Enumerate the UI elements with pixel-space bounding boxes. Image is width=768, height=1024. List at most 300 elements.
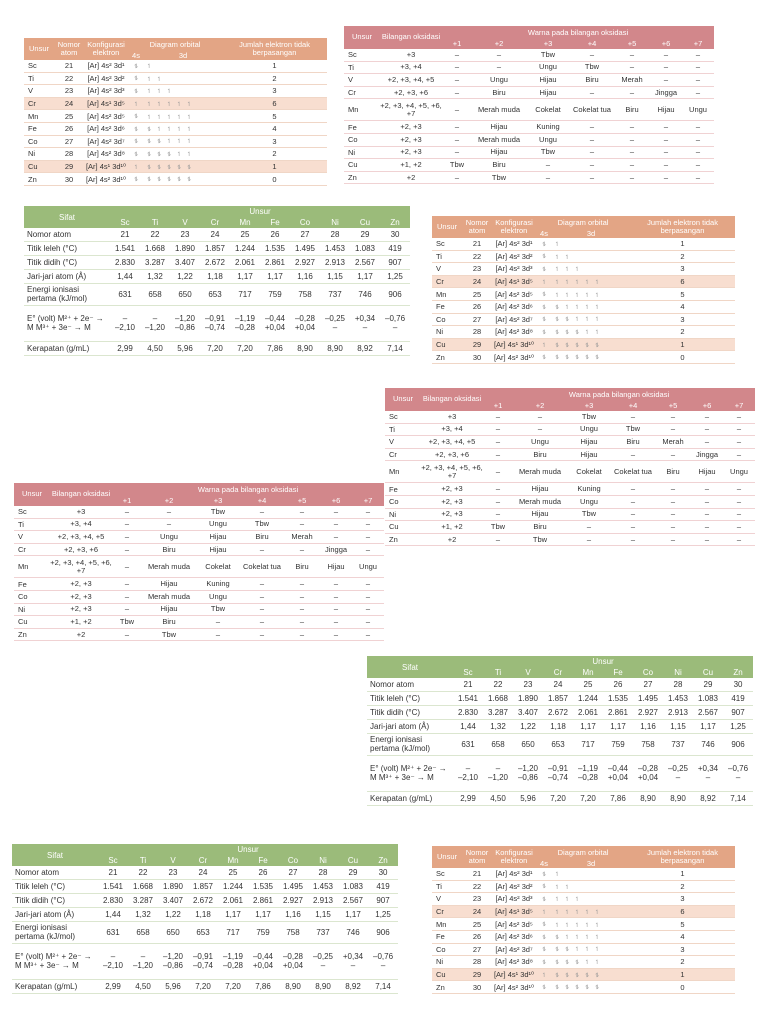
orbital-arrow-icon: ↿	[186, 102, 192, 109]
orbital-arrow-icon: ⥮	[584, 342, 590, 349]
element-header: Zn	[368, 855, 398, 866]
orbital-3d	[144, 110, 222, 123]
electron-config: [Ar] 4s² 3d¹	[492, 238, 536, 250]
property-value: 2.927	[633, 705, 663, 719]
property-value: –0,91 –0,74	[188, 943, 218, 979]
property-value: 906	[723, 733, 753, 755]
orbital-arrow-icon: ⥮	[541, 329, 547, 336]
element-symbol: Ti	[14, 518, 50, 531]
orbital-3d	[552, 338, 630, 351]
property-value: –1,20 –0,86	[513, 755, 543, 791]
color-cell: Cokelat	[567, 461, 611, 483]
table-row	[12, 979, 398, 993]
color-cell: –	[611, 521, 655, 534]
property-value: 1.453	[320, 241, 350, 255]
property-value: 27	[290, 228, 320, 241]
table-row	[12, 866, 398, 879]
atomic-number: 23	[54, 85, 84, 98]
property-value: 1,17	[338, 907, 368, 921]
oxidation-states: +1, +2	[50, 616, 112, 629]
atomic-number: 27	[462, 313, 492, 326]
orbital-4s	[128, 85, 144, 98]
property-value: 1.857	[188, 879, 218, 893]
property-value: 4,50	[140, 341, 170, 355]
ec-head-konfig: Konfigurasi elektron	[84, 38, 128, 60]
property-value: 746	[350, 283, 380, 305]
color-cell: –	[655, 448, 691, 461]
property-value: 2.567	[693, 705, 723, 719]
oxidation-states: +2, +3, +4, +5	[380, 74, 442, 87]
orbital-arrow-icon: ⥮	[554, 947, 560, 954]
orbital-4s	[536, 275, 552, 288]
orbital-arrow-icon: ⥮	[554, 342, 560, 349]
property-value: 1.541	[98, 879, 128, 893]
element-symbol: Mn	[14, 556, 50, 578]
ox-table-body	[385, 388, 755, 546]
table-row	[14, 556, 384, 578]
color-cell: –	[682, 61, 714, 74]
orbital-arrow-icon: ↿	[584, 959, 590, 966]
orbital-3d	[552, 250, 630, 263]
color-cell: –	[691, 411, 723, 424]
orbital-4s	[536, 981, 552, 994]
orbital-4s	[536, 250, 552, 263]
color-cell: –	[723, 521, 755, 534]
element-symbol: Mn	[385, 461, 421, 483]
oxidation-states: +3	[421, 411, 483, 424]
property-value: 30	[380, 228, 410, 241]
atomic-number: 30	[462, 351, 492, 364]
orbital-4s	[536, 300, 552, 313]
color-cell: –	[142, 506, 196, 519]
table-row	[385, 508, 755, 521]
orbital-arrow-icon: ↿	[166, 102, 172, 109]
orbital-arrow-icon: ↿	[176, 126, 182, 133]
orbital-arrow-icon: ⥮	[541, 922, 547, 929]
color-cell: Tbw	[196, 506, 240, 519]
orbital-4s	[128, 72, 144, 85]
ox-state-header: +4	[240, 497, 284, 506]
property-value: 8,92	[693, 791, 723, 805]
color-cell: Hijau	[320, 556, 352, 578]
unpaired-count: 1	[630, 968, 735, 981]
color-cell: –	[650, 171, 682, 184]
orbital-arrow-icon: ⥮	[554, 317, 560, 324]
table-row	[14, 578, 384, 591]
orbital-arrow-icon: ⥮	[584, 355, 590, 362]
property-value: 3.407	[170, 255, 200, 269]
color-cell: –	[320, 506, 352, 519]
property-value: 419	[368, 879, 398, 893]
property-value: 1,25	[380, 269, 410, 283]
orbital-arrow-icon: ⥮	[541, 934, 547, 941]
orbital-arrow-icon: ↿	[584, 922, 590, 929]
pr-head-unsur: Unsur	[453, 656, 753, 667]
color-cell: –	[472, 61, 526, 74]
unpaired-count: 0	[630, 351, 735, 364]
orbital-arrow-icon: ↿	[554, 292, 560, 299]
property-value: 759	[248, 921, 278, 943]
color-cell: –	[614, 61, 650, 74]
orbital-arrow-icon: ↿	[574, 934, 580, 941]
color-cell: –	[284, 616, 320, 629]
orbital-arrow-icon: ⥮	[166, 164, 172, 171]
orbital-3d	[552, 868, 630, 880]
property-value: 2.913	[663, 705, 693, 719]
color-cell: Biru	[655, 461, 691, 483]
element-symbol: Ni	[432, 956, 462, 969]
orbital-3d	[552, 943, 630, 956]
table-row	[24, 283, 410, 305]
property-value: 1,17	[350, 269, 380, 283]
color-cell: Tbw	[567, 508, 611, 521]
color-cell: Tbw	[196, 603, 240, 616]
unpaired-count: 1	[222, 60, 327, 72]
color-cell: Hijau	[513, 508, 567, 521]
orbital-arrow-icon: ⥮	[554, 959, 560, 966]
ox-state-header: +5	[655, 402, 691, 411]
orbital-arrow-icon: ⥮	[541, 304, 547, 311]
property-value: –0,44 +0,04	[248, 943, 278, 979]
ox-state-header: +4	[611, 402, 655, 411]
color-cell: Biru	[142, 543, 196, 556]
property-value: 2,99	[110, 341, 140, 355]
color-cell: Ungu	[526, 61, 570, 74]
orbital-arrow-icon: ↿	[574, 280, 580, 287]
color-cell: Merah	[614, 74, 650, 87]
element-symbol: Ni	[432, 326, 462, 339]
table-row	[432, 351, 735, 364]
orbital-arrow-icon: ⥮	[541, 871, 547, 878]
ox-state-header: +7	[352, 497, 384, 506]
orbital-arrow-icon: ↿	[156, 102, 162, 109]
element-header: Fe	[260, 217, 290, 228]
table-row	[24, 110, 327, 123]
ec-head-diagram: Diagram orbital	[536, 216, 630, 230]
pr-head-sifat: Sifat	[24, 206, 110, 228]
orbital-arrow-icon: ⥮	[541, 985, 547, 992]
table-row	[385, 436, 755, 449]
orbital-arrow-icon: ⥮	[564, 355, 570, 362]
property-value: –0,25 –	[308, 943, 338, 979]
property-value: 650	[513, 733, 543, 755]
property-value: 30	[723, 678, 753, 691]
orbital-arrow-icon: ↿	[574, 317, 580, 324]
orbital-arrow-icon: ⥮	[574, 972, 580, 979]
electron-config: [Ar] 4s² 3d¹	[492, 868, 536, 880]
orbital-arrow-icon: ⥮	[564, 317, 570, 324]
color-cell: –	[284, 506, 320, 519]
element-symbol: Cr	[432, 905, 462, 918]
color-cell: –	[513, 423, 567, 436]
property-value: 1,17	[603, 719, 633, 733]
property-value: 5,96	[158, 979, 188, 993]
property-value: 28	[308, 866, 338, 879]
element-symbol: Fe	[385, 483, 421, 496]
orbital-arrow-icon: ⥮	[574, 355, 580, 362]
orbital-arrow-icon: ⥮	[146, 139, 152, 146]
color-cell: –	[483, 411, 513, 424]
table-row	[432, 956, 735, 969]
property-value: 2.861	[603, 705, 633, 719]
property-value: 758	[290, 283, 320, 305]
property-value: 8,92	[350, 341, 380, 355]
color-cell: Hijau	[196, 543, 240, 556]
color-cell: –	[614, 86, 650, 99]
orbital-arrow-icon: ↿	[584, 317, 590, 324]
orbital-arrow-icon: ⥮	[133, 63, 139, 70]
orbital-3d	[144, 97, 222, 110]
property-value: 650	[158, 921, 188, 943]
element-symbol: V	[14, 531, 50, 544]
unpaired-count: 4	[630, 930, 735, 943]
ox-state-header: +1	[112, 497, 142, 506]
property-value: 24	[543, 678, 573, 691]
orbital-arrow-icon: ⥮	[554, 934, 560, 941]
color-cell: –	[570, 86, 614, 99]
oxidation-states: +2	[380, 171, 442, 184]
color-cell: Merah	[284, 531, 320, 544]
ec-head-unsur: Unsur	[24, 38, 54, 60]
property-value: +0,34 –	[338, 943, 368, 979]
table-row	[14, 603, 384, 616]
ec-head-4s: 4s	[536, 230, 552, 238]
ec-head-unsur: Unsur	[432, 216, 462, 238]
color-cell: Cokelat	[196, 556, 240, 578]
property-value: 29	[350, 228, 380, 241]
property-value: 7,14	[380, 341, 410, 355]
property-value: –1,19 –0,28	[218, 943, 248, 979]
unpaired-count: 6	[630, 275, 735, 288]
oxidation-states: +2, +3, +6	[50, 543, 112, 556]
orbital-4s	[536, 263, 552, 276]
property-value: 2.672	[200, 255, 230, 269]
property-value: 419	[723, 691, 753, 705]
orbital-arrow-icon: ↿	[574, 267, 580, 274]
color-cell: –	[570, 159, 614, 172]
property-value: 8,90	[663, 791, 693, 805]
electron-config-table	[432, 846, 735, 994]
orbital-arrow-icon: ↿	[564, 922, 570, 929]
orbital-arrow-icon: ⥮	[584, 985, 590, 992]
orbital-arrow-icon: ↿	[554, 897, 560, 904]
color-cell: –	[691, 508, 723, 521]
table-row	[344, 74, 714, 87]
orbital-arrow-icon: ↿	[146, 76, 152, 83]
ox-state-header: +6	[320, 497, 352, 506]
electron-config-table	[24, 38, 327, 186]
element-header: Co	[278, 855, 308, 866]
color-cell: –	[682, 133, 714, 146]
property-label: Titik didih (°C)	[367, 705, 453, 719]
ox-head-warna: Warna pada bilangan oksidasi	[112, 483, 384, 497]
property-label: Nomor atom	[367, 678, 453, 691]
element-symbol: Fe	[432, 300, 462, 313]
orbital-arrow-icon: ↿	[594, 280, 600, 287]
color-cell: –	[611, 495, 655, 508]
orbital-arrow-icon: ↿	[574, 292, 580, 299]
ox-state-header: +6	[691, 402, 723, 411]
ox-table-body	[14, 483, 384, 641]
orbital-arrow-icon: ↿	[564, 910, 570, 917]
ox-state-header: +4	[570, 40, 614, 49]
property-value: – –1,20	[483, 755, 513, 791]
property-label: Energi ionisasi pertama (kJ/mol)	[24, 283, 110, 305]
ox-state-header: +3	[526, 40, 570, 49]
table-row	[367, 705, 753, 719]
color-cell: –	[442, 146, 472, 159]
color-cell: –	[526, 159, 570, 172]
color-cell: Biru	[513, 448, 567, 461]
property-value: 1.668	[128, 879, 158, 893]
element-symbol: Ti	[344, 61, 380, 74]
property-value: 25	[573, 678, 603, 691]
property-value: 2.830	[110, 255, 140, 269]
element-symbol: Ni	[344, 146, 380, 159]
orbital-arrow-icon: ↿	[554, 910, 560, 917]
color-cell: Ungu	[567, 423, 611, 436]
color-cell: –	[567, 533, 611, 546]
property-value: – –2,10	[98, 943, 128, 979]
orbital-arrow-icon: ↿	[554, 254, 560, 261]
unpaired-count: 2	[630, 880, 735, 893]
table-row	[367, 691, 753, 705]
property-label: Jari-jari atom (Å)	[12, 907, 98, 921]
orbital-arrow-icon: ⥮	[133, 114, 139, 121]
color-cell: –	[723, 483, 755, 496]
oxidation-states: +1, +2	[421, 521, 483, 534]
electron-config: [Ar] 4s² 3d⁶	[492, 300, 536, 313]
orbital-4s	[536, 238, 552, 250]
color-cell: –	[682, 49, 714, 62]
orbital-4s	[128, 60, 144, 72]
property-value: 717	[230, 283, 260, 305]
property-value: 25	[218, 866, 248, 879]
property-value: 7,20	[188, 979, 218, 993]
orbital-arrow-icon: ↿	[574, 897, 580, 904]
property-value: 1,22	[170, 269, 200, 283]
electron-config: [Ar] 4s² 3d⁶	[84, 122, 128, 135]
oxidation-states: +2, +3, +4, +5, +6, +7	[50, 556, 112, 578]
color-cell: –	[442, 121, 472, 134]
ec-head-nomor: Nomor atom	[462, 216, 492, 238]
color-cell: Biru	[472, 159, 526, 172]
orbital-arrow-icon: ⥮	[554, 355, 560, 362]
ox-state-header: +1	[442, 40, 472, 49]
atomic-number: 23	[462, 263, 492, 276]
table-row	[432, 238, 735, 250]
atomic-number: 28	[462, 326, 492, 339]
table-row	[432, 968, 735, 981]
electron-config: [Ar] 4s² 3d²	[492, 250, 536, 263]
element-symbol: V	[432, 263, 462, 276]
color-cell: –	[442, 49, 472, 62]
orbital-arrow-icon: ⥮	[133, 76, 139, 83]
orbital-arrow-icon: ↿	[574, 304, 580, 311]
color-cell: Merah muda	[142, 590, 196, 603]
color-cell: –	[483, 448, 513, 461]
table-row	[344, 86, 714, 99]
color-cell: Biru	[611, 436, 655, 449]
properties-table	[24, 206, 410, 356]
property-value: 5,96	[513, 791, 543, 805]
element-symbol: Mn	[24, 110, 54, 123]
element-header: Zn	[380, 217, 410, 228]
pr-head-unsur: Unsur	[110, 206, 410, 217]
color-cell: Jingga	[650, 86, 682, 99]
element-symbol: Cu	[385, 521, 421, 534]
table-row	[24, 122, 327, 135]
element-header: Ti	[483, 667, 513, 678]
element-header: Ni	[320, 217, 350, 228]
color-cell: –	[723, 495, 755, 508]
unpaired-count: 3	[630, 263, 735, 276]
ox-state-header: +7	[682, 40, 714, 49]
electron-config: [Ar] 4s¹ 3d⁵	[492, 275, 536, 288]
color-cell: –	[570, 133, 614, 146]
table-row	[432, 288, 735, 301]
element-symbol: Co	[385, 495, 421, 508]
ox-head-bilangan: Bilangan oksidasi	[50, 483, 112, 506]
orbital-arrow-icon: ↿	[541, 973, 547, 980]
color-cell: –	[682, 146, 714, 159]
orbital-arrow-icon: ↿	[554, 922, 560, 929]
color-cell: –	[614, 146, 650, 159]
electron-config: [Ar] 4s² 3d⁸	[492, 326, 536, 339]
property-value: 7,20	[573, 791, 603, 805]
color-cell: –	[196, 628, 240, 641]
color-cell: –	[570, 121, 614, 134]
ox-head-bilangan: Bilangan oksidasi	[380, 26, 442, 49]
color-cell: Tbw	[570, 61, 614, 74]
orbital-arrow-icon: ↿	[584, 947, 590, 954]
table-row	[432, 868, 735, 880]
orbital-arrow-icon: ⥮	[133, 177, 139, 184]
orbital-arrow-icon: ⥮	[541, 266, 547, 273]
orbital-arrow-icon: ⥮	[541, 292, 547, 299]
color-cell: Ungu	[196, 590, 240, 603]
electron-config: [Ar] 4s² 3d⁶	[492, 930, 536, 943]
color-cell: –	[682, 159, 714, 172]
color-cell: –	[442, 133, 472, 146]
property-label: Titik leleh (°C)	[24, 241, 110, 255]
unpaired-count: 1	[630, 338, 735, 351]
orbital-arrow-icon: ↿	[584, 910, 590, 917]
property-label: Titik leleh (°C)	[367, 691, 453, 705]
oxidation-states: +2, +3	[50, 590, 112, 603]
color-cell: –	[352, 616, 384, 629]
property-value: 5,96	[170, 341, 200, 355]
table-row	[14, 590, 384, 603]
orbital-arrow-icon: ↿	[133, 102, 139, 109]
orbital-3d	[552, 300, 630, 313]
orbital-arrow-icon: ⥮	[554, 972, 560, 979]
property-value: 2.927	[290, 255, 320, 269]
element-header: Zn	[723, 667, 753, 678]
orbital-3d	[552, 968, 630, 981]
color-cell: Biru	[570, 74, 614, 87]
property-value: –0,25 –	[320, 305, 350, 341]
orbital-arrow-icon: ⥮	[594, 985, 600, 992]
orbital-arrow-icon: ⥮	[186, 177, 192, 184]
property-value: 746	[338, 921, 368, 943]
property-value: 1.244	[230, 241, 260, 255]
orbital-arrow-icon: ↿	[564, 304, 570, 311]
ec-head-jumlah: Jumlah elektron tidak berpasangan	[630, 846, 735, 868]
property-value: 631	[110, 283, 140, 305]
orbital-arrow-icon: ↿	[564, 267, 570, 274]
property-value: 1,18	[188, 907, 218, 921]
